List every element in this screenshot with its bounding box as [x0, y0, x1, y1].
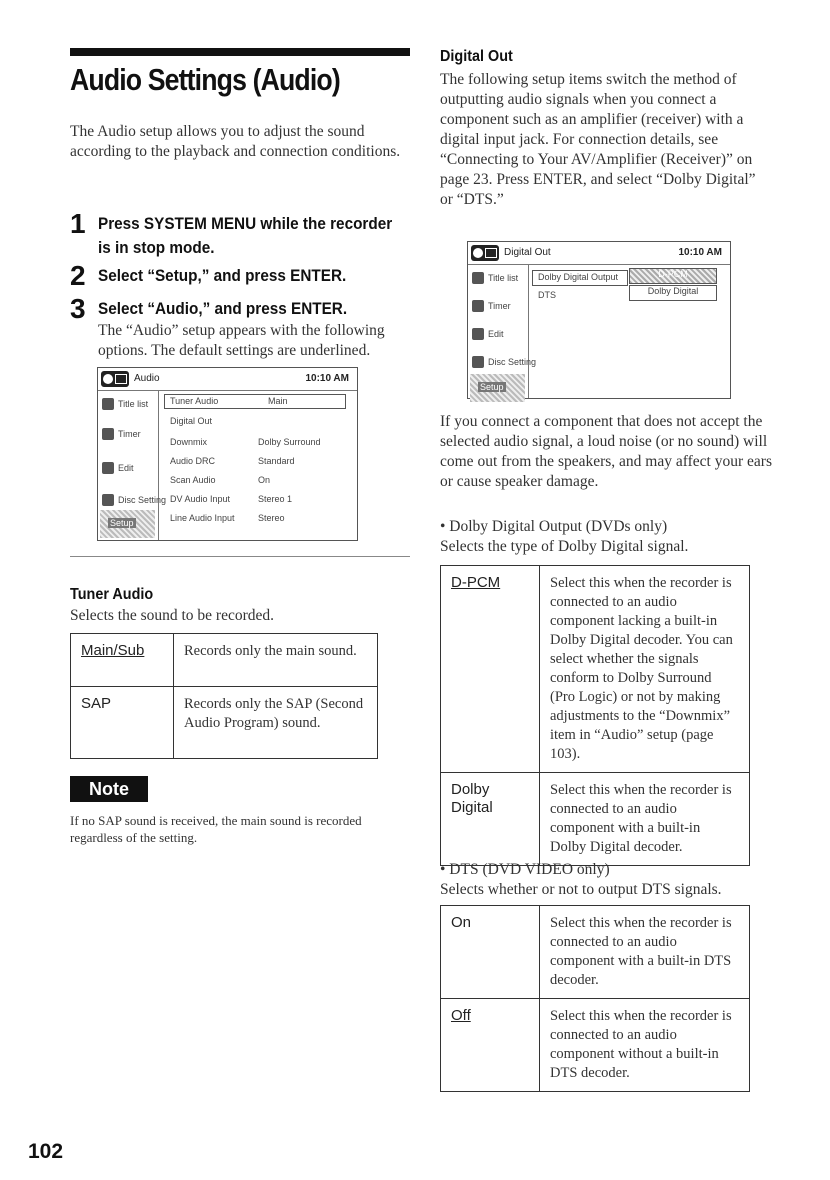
note-text: If no SAP sound is received, the main sound is recorded regardless of the setting. — [70, 813, 362, 845]
option-desc: Select this when the recorder is connected to an audio component lacking a built-in Dolby Digital decoder. You can select whether the signals conform to Dolby Surround (Pro Logic) or not by making adjustments to the “Downmix” item in “Audio” setup (page 103). — [540, 566, 750, 773]
digital-out-heading: Digital Out — [440, 48, 513, 65]
title-list-icon — [102, 398, 114, 410]
option-desc: Records only the main sound. — [174, 634, 378, 687]
digital-out-screen — [467, 241, 731, 399]
table-row — [71, 634, 378, 687]
table-row — [441, 999, 750, 1092]
option-key: D-PCM — [451, 574, 501, 591]
section-divider — [70, 556, 410, 557]
option-desc: Records only the SAP (Second Audio Program) sound. — [174, 687, 378, 759]
table-row — [441, 773, 750, 866]
row-value: Main — [268, 396, 288, 406]
screen-header — [98, 368, 357, 391]
sidebar-item-setup: Setup — [100, 510, 155, 538]
row-value: Dolby Surround — [258, 437, 321, 447]
screen-clock: 10:10 AM — [305, 373, 349, 384]
row-value: On — [258, 475, 271, 485]
option-key: Off — [451, 1007, 471, 1024]
warning-text: If you connect a component that does not accept the selected audio signal, a loud noise (or no sound) will come out from the speakers, and may affect your ears or cause speaker damage. — [440, 413, 772, 490]
title-rule — [70, 48, 410, 56]
digital-out-desc: The following setup items switch the method of outputting audio signals when you connect a component such as an amplifier (receiver) with a digital input jack. For connection details, see “Connecting to Your AV/Amplifier (Receiver)” on page 23. Press ENTER, and select “Dolby Digital” or “DTS.” — [440, 71, 756, 208]
row-name: DTS — [538, 290, 556, 300]
disc-setting-icon — [472, 356, 484, 368]
dolby-heading: • Dolby Digital Output (DVDs only) — [440, 518, 668, 535]
row-name: Downmix — [170, 437, 208, 447]
option-key: SAP — [81, 695, 112, 712]
option-desc: Select this when the recorder is connected to an audio component with a built-in Dolby Digital decoder. — [540, 773, 750, 866]
intro-text: The Audio setup allows you to adjust the sound according to the playback and connection conditions. — [70, 123, 401, 160]
title-list-icon — [472, 272, 484, 284]
sidebar-item-setup: Setup — [470, 374, 525, 402]
row-value: Stereo 1 — [258, 494, 293, 504]
screen-sidebar: Title list Timer Edit Disc Setting Setup — [98, 390, 159, 540]
option-key: On — [451, 914, 472, 931]
table-row — [441, 566, 750, 773]
row-name: DV Audio Input — [170, 494, 231, 504]
step-number: 1 — [70, 208, 86, 239]
step-text: Select “Setup,” and press ENTER. — [98, 266, 347, 285]
dropdown-option-dolby-digital: Dolby Digital — [629, 285, 717, 301]
timer-icon — [102, 428, 114, 440]
row-name: Audio DRC — [170, 456, 216, 466]
dolby-table — [440, 565, 750, 866]
disc-setting-icon — [102, 494, 114, 506]
dts-table — [440, 905, 750, 1092]
screen-header-label: Digital Out — [504, 247, 551, 258]
row-name: Digital Out — [170, 416, 213, 426]
edit-icon — [102, 462, 114, 474]
step-text: Select “Audio,” and press ENTER. — [98, 299, 348, 318]
note-label: Note — [70, 776, 148, 802]
option-key: Dolby Digital — [451, 781, 493, 816]
step-number: 3 — [70, 293, 86, 324]
row-name: Tuner Audio — [170, 396, 219, 406]
row-name: Scan Audio — [170, 475, 216, 485]
audio-setup-screen — [97, 367, 358, 541]
timer-icon — [472, 300, 484, 312]
dvd-logo-icon — [101, 371, 129, 387]
dropdown-option-d-pcm: D-PCM — [629, 268, 717, 284]
screen-header — [468, 242, 730, 265]
step-3-body: The “Audio” setup appears with the following options. The default settings are underlined. — [98, 322, 385, 359]
option-desc: Select this when the recorder is connected to an audio component without a built-in DTS decoder. — [540, 999, 750, 1092]
tuner-audio-heading: Tuner Audio — [70, 586, 154, 603]
edit-icon — [472, 328, 484, 340]
screen-clock: 10:10 AM — [678, 247, 722, 258]
page-title: Audio Settings (Audio) — [70, 62, 340, 97]
row-name: Line Audio Input — [170, 513, 235, 523]
option-desc: Select this when the recorder is connected to an audio component with a built-in DTS decoder. — [540, 906, 750, 999]
table-row — [71, 687, 378, 759]
row-name: Dolby Digital Output — [538, 272, 619, 282]
screen-header-label: Audio — [134, 373, 160, 384]
row-value: Standard — [258, 456, 295, 466]
option-key: Main/Sub — [81, 642, 145, 659]
row-value: Stereo — [258, 513, 285, 523]
dolby-desc: Selects the type of Dolby Digital signal. — [440, 538, 689, 555]
dvd-logo-icon — [471, 245, 499, 261]
page-number: 102 — [28, 1140, 64, 1163]
table-row — [441, 906, 750, 999]
dts-desc: Selects whether or not to output DTS signals. — [440, 881, 722, 898]
tuner-audio-desc: Selects the sound to be recorded. — [70, 607, 275, 624]
screen-sidebar: Title list Timer Edit Disc Setting Setup — [468, 264, 529, 398]
step-number: 2 — [70, 260, 86, 291]
step-text: Press SYSTEM MENU while the recorder is in stop mode. — [98, 214, 393, 257]
tuner-audio-table — [70, 633, 378, 759]
dts-heading: • DTS (DVD VIDEO only) — [440, 861, 610, 878]
